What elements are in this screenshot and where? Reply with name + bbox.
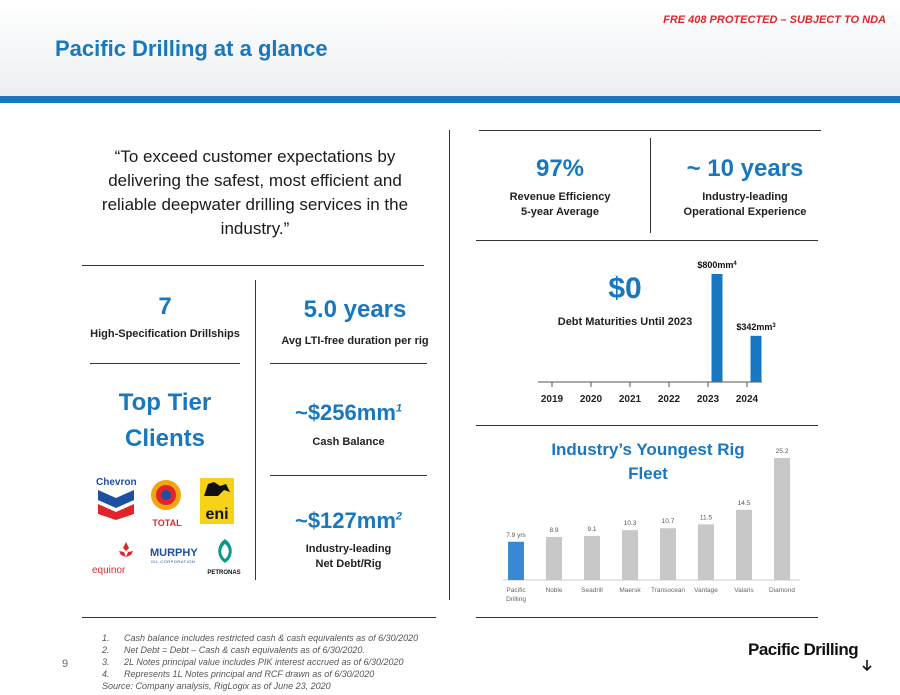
eni-logo — [200, 478, 234, 524]
divider — [90, 363, 240, 364]
footnote-ref-1: 1 — [395, 402, 403, 415]
murphy-logo — [150, 547, 196, 577]
drill-bit-icon — [860, 660, 874, 674]
net-debt-label-line-1: Industry-leading — [305, 543, 392, 555]
debt-maturity-chart — [530, 255, 776, 415]
x-tick-label: Valaris — [734, 587, 754, 594]
data-label: 9.1 — [587, 525, 597, 533]
murphy-logo-subtext: OIL CORPORATION — [150, 559, 196, 564]
net-debt-label — [270, 542, 427, 572]
page-title: Pacific Drilling at a glance — [55, 36, 328, 61]
data-label: $\$342mm^3$ — [736, 321, 776, 332]
revenue-efficiency-label-line-2: 5-year Average — [520, 206, 600, 218]
x-tick-label: Transocean — [650, 587, 686, 594]
divider — [476, 617, 818, 618]
header-divider-bar — [0, 96, 900, 103]
data-label: 10.7 — [661, 518, 675, 526]
x-tick-label: 2020 — [579, 394, 603, 405]
data-label: $\$800mm^4$ — [697, 260, 737, 270]
data-label: 25.2 — [775, 448, 789, 455]
center-divider — [449, 130, 450, 600]
footnote-4 — [102, 668, 418, 680]
experience-label-line-2: Operational Experience — [683, 206, 807, 218]
bar — [698, 524, 714, 580]
x-tick-label: Vantage — [694, 587, 718, 594]
data-label: 7.9 yrs — [506, 531, 526, 539]
petronas-logo-text: PETRONAS — [207, 570, 241, 576]
pacific-drilling-logo — [748, 640, 878, 680]
experience-label — [660, 190, 830, 220]
fleet-age-chart — [495, 440, 805, 610]
confidentiality-notice: FRE 408 PROTECTED – SUBJECT TO NDA — [663, 14, 886, 26]
bar — [508, 542, 524, 580]
cash-balance-value — [270, 400, 427, 426]
bar — [712, 274, 723, 382]
footnote-number: 4. — [102, 669, 110, 679]
footnote-text: Cash balance includes restricted cash & cash equivalents as of 6/30/2020 — [124, 633, 419, 643]
bar — [660, 528, 676, 580]
chevron-logo — [96, 477, 136, 523]
drillships-value: 7 — [158, 293, 172, 320]
equinor-logo — [92, 540, 148, 578]
total-logo — [148, 477, 186, 529]
data-label: 8.9 — [549, 526, 559, 534]
total-logo-text: TOTAL — [152, 518, 182, 528]
debt-chart-subtitle: Debt Maturities Until 2023 — [557, 316, 693, 328]
page-number: 9 — [62, 658, 69, 670]
murphy-logo-text: MURPHY — [150, 547, 198, 559]
divider — [476, 425, 818, 426]
footnote-3 — [102, 656, 418, 668]
x-tick-label: Noble — [545, 587, 563, 594]
x-tick-label: Seadrill — [581, 587, 603, 594]
chevron-logo-text: Chevron — [96, 477, 137, 488]
footnote-number: 3. — [102, 657, 110, 667]
footnote-text: Represents 1L Notes principal and RCF drawn as of 6/30/2020 — [124, 669, 375, 679]
drillships-label: High-Specification Drillships — [90, 328, 240, 340]
clients-heading-line-1: Top Tier — [118, 389, 212, 416]
revenue-efficiency-value: 97% — [535, 155, 585, 182]
footnote-1 — [102, 632, 418, 644]
bar — [546, 537, 562, 580]
footnote-text: Net Debt = Debt – Cash & cash equivalents as of 6/30/2020. — [124, 645, 365, 655]
divider — [476, 240, 818, 241]
footnote-ref-2: 2 — [395, 510, 403, 523]
divider — [82, 617, 436, 618]
equinor-star-icon — [116, 540, 136, 560]
x-tick-label: Maersk — [619, 587, 641, 594]
eni-dog-icon — [200, 478, 234, 500]
revenue-efficiency-label — [480, 190, 640, 220]
bar — [622, 530, 638, 580]
divider — [650, 138, 651, 233]
divider — [270, 363, 427, 364]
pacific-drilling-logo-text: Pacific Drilling — [748, 640, 859, 659]
net-debt-value — [270, 508, 427, 534]
experience-value: ~ 10 years — [686, 155, 804, 182]
equinor-logo-text: equinor — [92, 565, 126, 576]
data-label: 10.3 — [623, 520, 637, 528]
x-tick-label: 2019 — [540, 394, 564, 405]
total-mark-icon — [148, 477, 184, 513]
net-debt-label-line-2: Net Debt/Rig — [315, 558, 382, 570]
data-label: 11.5 — [699, 514, 713, 522]
x-tick-label: Pacific Drilling — [506, 587, 526, 603]
net-debt-amount: ~$127mm — [294, 508, 396, 533]
clients-heading-line-2: Clients — [124, 425, 205, 452]
bar — [584, 536, 600, 580]
revenue-efficiency-label-line-1: Revenue Efficiency — [509, 191, 611, 203]
footnote-2 — [102, 644, 418, 656]
x-tick-label: 2024 — [735, 394, 759, 405]
divider — [479, 130, 821, 131]
source-note: Source: Company analysis, RigLogix as of June 23, 2020 — [102, 681, 331, 691]
fleet-chart-title: Industry’s Youngest Rig Fleet — [551, 440, 745, 483]
bar — [736, 510, 752, 580]
lti-label: Avg LTI-free duration per rig — [281, 335, 429, 347]
x-tick-label: Diamond — [768, 587, 796, 594]
footnote-text: 2L Notes principal value includes PIK interest accrued as of 6/30/2020 — [124, 657, 404, 667]
divider — [255, 280, 256, 580]
x-tick-label: 2021 — [618, 394, 642, 405]
clients-heading — [90, 385, 240, 457]
bar — [751, 336, 762, 382]
petronas-mark-icon — [212, 537, 238, 565]
lti-value: 5.0 years — [303, 296, 407, 323]
footnote-number: 2. — [102, 645, 110, 655]
x-tick-label: 2023 — [696, 394, 720, 405]
bar — [774, 458, 790, 580]
data-label: 14.5 — [737, 499, 751, 507]
chevron-mark-icon — [96, 488, 136, 520]
footnotes — [102, 632, 418, 692]
cash-balance-label: Cash Balance — [312, 436, 385, 448]
experience-label-line-1: Industry-leading — [702, 191, 788, 203]
divider — [82, 265, 424, 266]
x-tick-label: 2022 — [657, 394, 681, 405]
eni-logo-text: eni — [205, 506, 229, 523]
mission-quote: “To exceed customer expectations by delivering the safest, most efficient and reliable deepwater drilling services in the industry.” — [101, 147, 409, 238]
debt-chart-title: $0 — [608, 272, 642, 305]
petronas-logo — [204, 537, 244, 579]
cash-balance-amount: ~$256mm — [294, 400, 396, 425]
divider — [270, 475, 427, 476]
footnote-number: 1. — [102, 633, 110, 643]
